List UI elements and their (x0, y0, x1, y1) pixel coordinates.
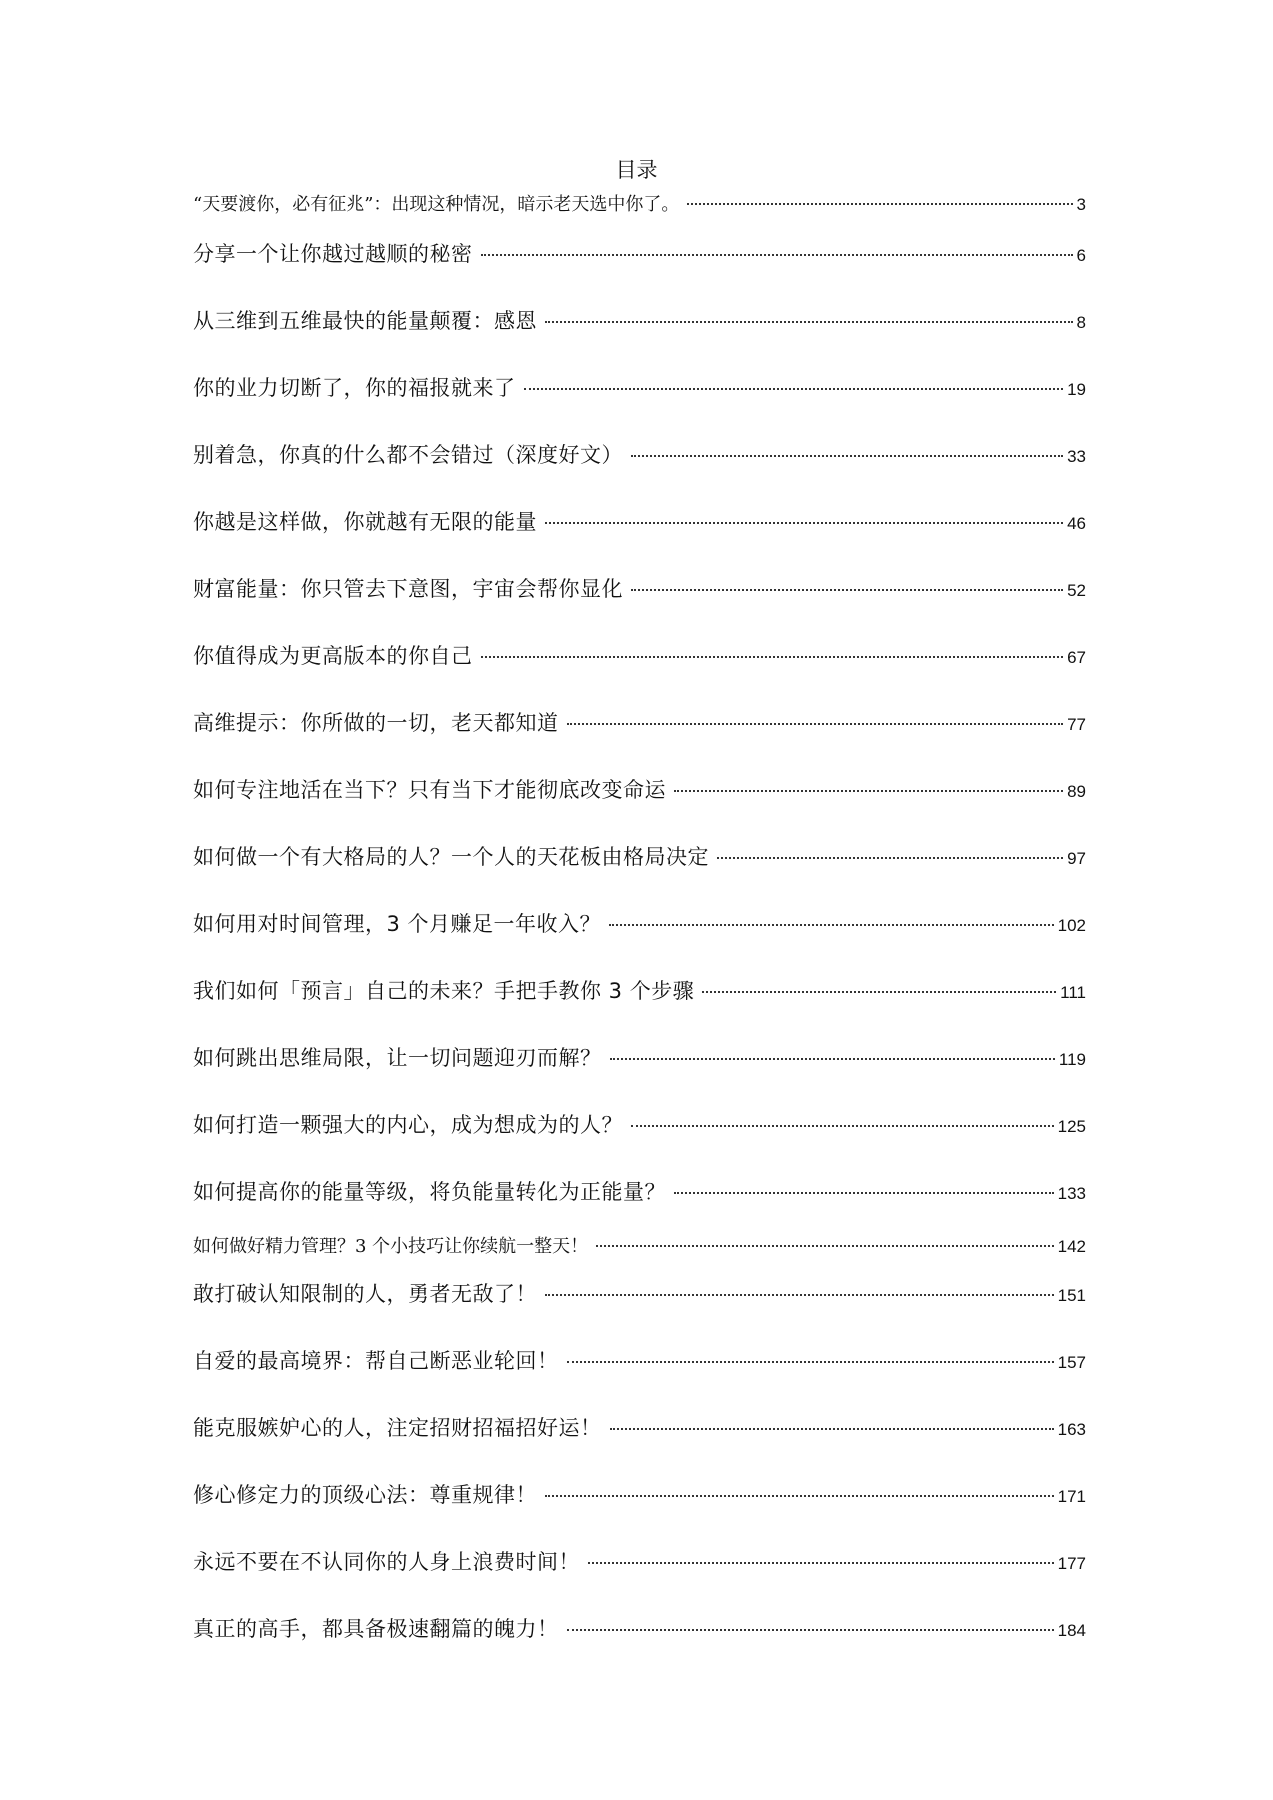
dot-leader (567, 1361, 1054, 1363)
dot-leader (674, 1192, 1054, 1194)
toc-list (193, 0, 1086, 1800)
toc-entry[interactable] (193, 1481, 1086, 1511)
toc-entry-page-number: 151 (1057, 1286, 1086, 1305)
dot-leader (631, 589, 1063, 591)
dot-leader (545, 1495, 1054, 1497)
dot-leader (717, 857, 1063, 859)
toc-entry-label: 如何做一个有大格局的人？一个人的天花板由格局决定 (193, 845, 709, 869)
toc-entry-label: 敢打破认知限制的人，勇者无敌了！ (193, 1282, 537, 1306)
toc-entry[interactable] (193, 977, 1086, 1007)
toc-entry[interactable] (193, 776, 1086, 806)
toc-entry-label: 如何跳出思维局限，让一切问题迎刃而解？ (193, 1046, 602, 1070)
dot-leader (481, 254, 1073, 256)
dot-leader (588, 1562, 1054, 1564)
toc-title: 目录 (615, 158, 658, 182)
toc-entry-label: 如何用对时间管理，3 个月赚足一年收入？ (193, 912, 602, 936)
toc-entry-label: 你值得成为更高版本的你自己 (193, 644, 473, 668)
toc-entry-page-number: 133 (1057, 1184, 1086, 1203)
toc-entry-label: 自爱的最高境界：帮自己断恶业轮回！ (193, 1349, 559, 1373)
toc-entry[interactable] (193, 1615, 1086, 1645)
toc-entry-label: 真正的高手，都具备极速翻篇的魄力！ (193, 1617, 559, 1641)
toc-entry-page-number: 8 (1076, 313, 1086, 332)
toc-entry-label: 财富能量：你只管去下意图，宇宙会帮你显化 (193, 577, 623, 601)
dot-leader (545, 1294, 1054, 1296)
toc-entry-page-number: 177 (1057, 1554, 1086, 1573)
toc-entry[interactable] (193, 1280, 1086, 1310)
toc-entry-label: 我们如何「预言」自己的未来？手把手教你 3 个步骤 (193, 979, 695, 1003)
toc-entry-page-number: 97 (1067, 849, 1086, 868)
toc-entry[interactable] (193, 508, 1086, 538)
toc-entry[interactable] (193, 709, 1086, 739)
toc-entry-page-number: 3 (1076, 195, 1086, 214)
toc-entry-label: 分享一个让你越过越顺的秘密 (193, 242, 473, 266)
dot-leader (631, 1125, 1054, 1127)
dot-leader (610, 1058, 1055, 1060)
toc-entry-label: 如何专注地活在当下？只有当下才能彻底改变命运 (193, 778, 666, 802)
toc-entry[interactable] (193, 843, 1086, 873)
toc-entry-label: 能克服嫉妒心的人，注定招财招福招好运！ (193, 1416, 602, 1440)
toc-entry-page-number: 89 (1067, 782, 1086, 801)
toc-entry-page-number: 77 (1067, 715, 1086, 734)
toc-entry-page-number: 142 (1057, 1237, 1086, 1256)
toc-entry[interactable] (193, 374, 1086, 404)
dot-leader (596, 1245, 1053, 1247)
dot-leader (524, 388, 1064, 390)
toc-entry-label: 修心修定力的顶级心法：尊重规律！ (193, 1483, 537, 1507)
toc-entry[interactable] (193, 1233, 1086, 1261)
toc-entry-page-number: 102 (1057, 916, 1086, 935)
toc-entry[interactable] (193, 240, 1086, 270)
dot-leader (631, 455, 1063, 457)
dot-leader (481, 656, 1064, 658)
toc-entry[interactable] (193, 1347, 1086, 1377)
dot-leader (702, 991, 1056, 993)
dot-leader (545, 522, 1063, 524)
toc-entry-label: 别着急，你真的什么都不会错过（深度好文） (193, 443, 623, 467)
toc-entry-label: “天要渡你，必有征兆”：出现这种情况，暗示老天选中你了。 (193, 194, 680, 215)
toc-entry-page-number: 46 (1067, 514, 1086, 533)
toc-entry-label: 如何打造一颗强大的内心，成为想成为的人？ (193, 1113, 623, 1137)
toc-entry-page-number: 111 (1060, 983, 1086, 1002)
dot-leader (609, 924, 1054, 926)
dot-leader (567, 1629, 1054, 1631)
dot-leader (545, 321, 1073, 323)
toc-entry-page-number: 33 (1067, 447, 1086, 466)
toc-entry-page-number: 125 (1057, 1117, 1086, 1136)
toc-entry-label: 你越是这样做，你就越有无限的能量 (193, 510, 537, 534)
dot-leader (687, 203, 1072, 205)
toc-entry-page-number: 171 (1057, 1487, 1086, 1506)
toc-entry-label: 你的业力切断了，你的福报就来了 (193, 376, 516, 400)
toc-entry-label: 从三维到五维最快的能量颠覆：感恩 (193, 309, 537, 333)
toc-entry[interactable] (193, 1111, 1086, 1141)
dot-leader (674, 790, 1063, 792)
toc-entry-page-number: 67 (1067, 648, 1086, 667)
dot-leader (567, 723, 1064, 725)
toc-entry-label: 永远不要在不认同你的人身上浪费时间！ (193, 1550, 580, 1574)
toc-entry[interactable] (193, 1044, 1086, 1074)
dot-leader (610, 1428, 1054, 1430)
toc-entry[interactable] (193, 1178, 1086, 1208)
toc-entry[interactable] (193, 441, 1086, 471)
toc-entry-page-number: 119 (1058, 1050, 1086, 1069)
toc-entry[interactable] (193, 191, 1086, 219)
toc-entry[interactable] (193, 1414, 1086, 1444)
toc-entry-page-number: 19 (1067, 380, 1086, 399)
toc-entry[interactable] (193, 642, 1086, 672)
toc-entry-page-number: 157 (1057, 1353, 1086, 1372)
toc-entry-page-number: 184 (1057, 1621, 1086, 1640)
toc-entry-label: 如何提高你的能量等级，将负能量转化为正能量？ (193, 1180, 666, 1204)
toc-entry[interactable] (193, 575, 1086, 605)
toc-entry-page-number: 163 (1057, 1420, 1086, 1439)
toc-entry[interactable] (193, 910, 1086, 940)
toc-entry-page-number: 52 (1067, 581, 1086, 600)
toc-entry-page-number: 6 (1076, 246, 1086, 265)
toc-entry[interactable] (193, 307, 1086, 337)
toc-entry-label: 如何做好精力管理？3 个小技巧让你续航一整天！ (193, 1236, 589, 1257)
toc-entry-label: 高维提示：你所做的一切，老天都知道 (193, 711, 559, 735)
toc-entry[interactable] (193, 1548, 1086, 1578)
